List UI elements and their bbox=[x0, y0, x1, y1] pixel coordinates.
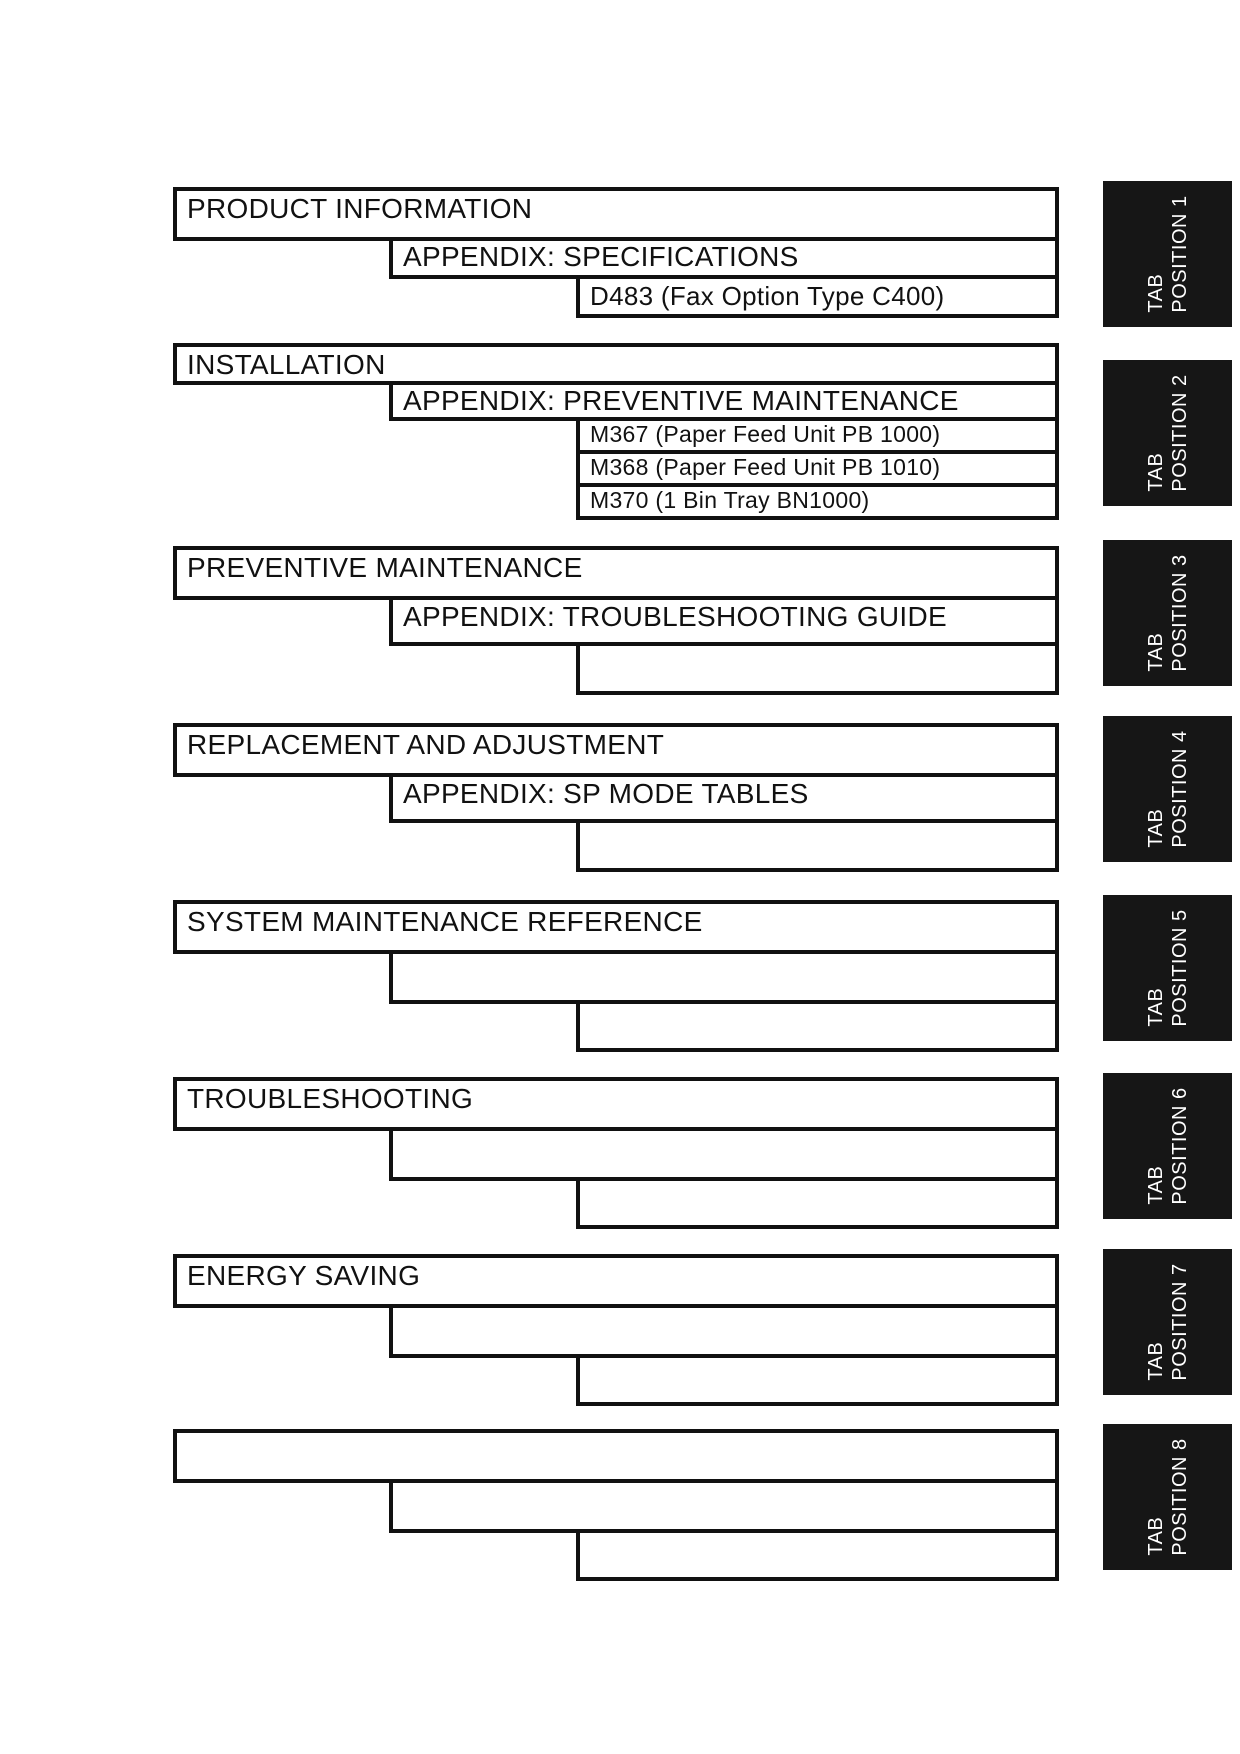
section-title: INSTALLATION bbox=[173, 343, 1059, 385]
tab-label: TAB POSITION 6 bbox=[1144, 1087, 1191, 1205]
tab-label: TAB POSITION 4 bbox=[1144, 730, 1191, 848]
section-title: ENERGY SAVING bbox=[173, 1254, 1059, 1308]
appendix-title bbox=[389, 1127, 1059, 1181]
section-title bbox=[173, 1429, 1059, 1483]
appendix-title: APPENDIX: SPECIFICATIONS bbox=[389, 237, 1059, 279]
tab-label: TAB POSITION 3 bbox=[1144, 554, 1191, 672]
section-empty bbox=[0, 1429, 1240, 1579]
section-title: PRODUCT INFORMATION bbox=[173, 187, 1059, 241]
appendix-title bbox=[389, 1479, 1059, 1533]
section-product-information bbox=[0, 187, 1240, 337]
sub-entry bbox=[576, 1354, 1059, 1406]
section-title: TROUBLESHOOTING bbox=[173, 1077, 1059, 1131]
sub-entry: M370 (1 Bin Tray BN1000) bbox=[576, 483, 1059, 520]
tab-position-4 bbox=[1103, 716, 1232, 862]
sub-entry bbox=[576, 1000, 1059, 1052]
section-installation bbox=[0, 343, 1240, 513]
tab-position-8 bbox=[1103, 1424, 1232, 1570]
tab-position-6 bbox=[1103, 1073, 1232, 1219]
tab-position-1 bbox=[1103, 181, 1232, 327]
sub-entry: M368 (Paper Feed Unit PB 1010) bbox=[576, 450, 1059, 487]
appendix-title: APPENDIX: SP MODE TABLES bbox=[389, 773, 1059, 823]
sub-entry bbox=[576, 1177, 1059, 1229]
tab-label: TAB POSITION 7 bbox=[1144, 1263, 1191, 1381]
section-title: SYSTEM MAINTENANCE REFERENCE bbox=[173, 900, 1059, 954]
sub-entry bbox=[576, 642, 1059, 695]
appendix-title: APPENDIX: TROUBLESHOOTING GUIDE bbox=[389, 596, 1059, 646]
section-energy-saving bbox=[0, 1254, 1240, 1404]
tab-position-2 bbox=[1103, 360, 1232, 506]
appendix-title bbox=[389, 950, 1059, 1004]
tab-label: TAB POSITION 5 bbox=[1144, 909, 1191, 1027]
sub-entry bbox=[576, 1529, 1059, 1581]
appendix-title bbox=[389, 1304, 1059, 1358]
sub-entry: M367 (Paper Feed Unit PB 1000) bbox=[576, 417, 1059, 454]
tab-position-7 bbox=[1103, 1249, 1232, 1395]
section-replacement-and-adjustment bbox=[0, 723, 1240, 873]
sub-entry bbox=[576, 819, 1059, 872]
appendix-title: APPENDIX: PREVENTIVE MAINTENANCE bbox=[389, 381, 1059, 421]
section-title: PREVENTIVE MAINTENANCE bbox=[173, 546, 1059, 600]
tab-position-5 bbox=[1103, 895, 1232, 1041]
section-title: REPLACEMENT AND ADJUSTMENT bbox=[173, 723, 1059, 777]
section-system-maintenance-reference bbox=[0, 900, 1240, 1050]
tab-position-3 bbox=[1103, 540, 1232, 686]
section-preventive-maintenance bbox=[0, 546, 1240, 696]
sub-entry: D483 (Fax Option Type C400) bbox=[576, 275, 1059, 318]
tab-label: TAB POSITION 8 bbox=[1144, 1438, 1191, 1556]
tab-label: TAB POSITION 1 bbox=[1144, 195, 1191, 313]
section-troubleshooting bbox=[0, 1077, 1240, 1227]
tab-label: TAB POSITION 2 bbox=[1144, 374, 1191, 492]
